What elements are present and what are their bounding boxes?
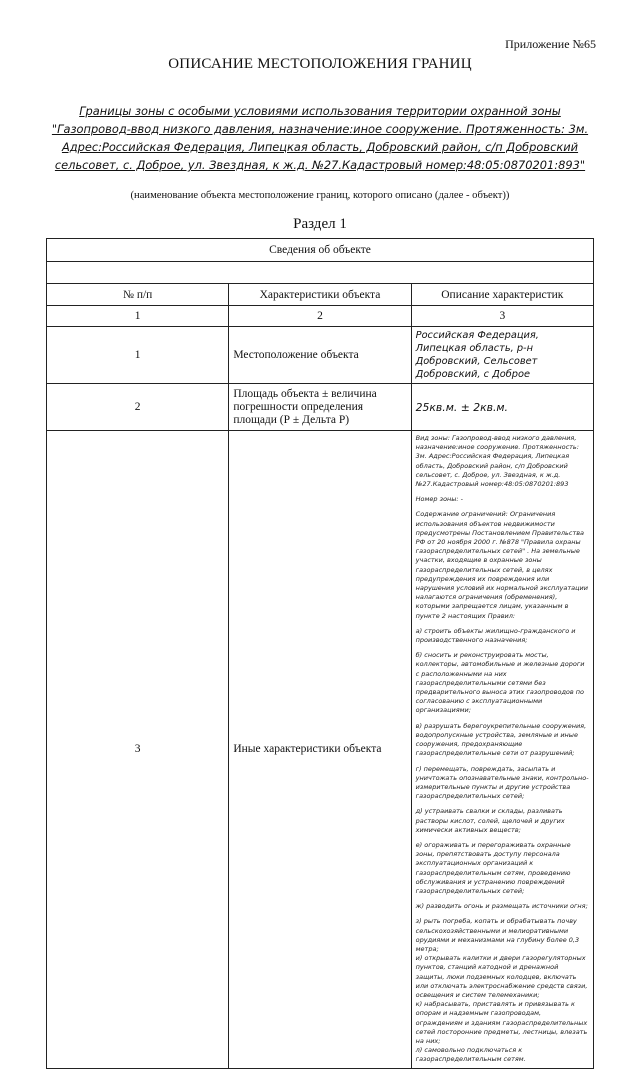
row-characteristic: Площадь объекта ± величина погрешности определения площади (Р ± Дельта Р): [229, 384, 411, 431]
row-description: Российская Федерация, Липецкая область, р-н Добровский, Сельсовет Добровский, с Доброе: [411, 327, 593, 384]
table-caption-row: [47, 239, 594, 262]
details-item-z: з) рыть погреба, копать и обрабатывать почву сельскохозяйственными и мелиоративными орудиями и механизмами на глубину более 0,3 метра;: [415, 917, 580, 953]
details-item-k: к) набрасывать, приставлять и привязывать к опорам и надземным газопроводам, ограждениям и зданиям газораспределительных сетей посторонние предметы, лестницы, влезать на них;: [415, 1000, 588, 1045]
document-title: ОПИСАНИЕ МЕСТОПОЛОЖЕНИЯ ГРАНИЦ: [168, 56, 472, 72]
table-row: [47, 327, 594, 384]
details-zone-number: Номер зоны: -: [415, 495, 464, 504]
table-row: [47, 384, 594, 431]
table-row: [47, 431, 594, 1069]
column-number-3: 3: [411, 306, 593, 327]
table-header-row: [47, 284, 594, 306]
details-item-g: г) перемещать, повреждать, засыпать и уничтожать опознавательные знаки, контрольно-измерительные пункты и другие устройства газораспределительных сетей;: [415, 764, 589, 801]
row-description: 25кв.м. ± 2кв.м.: [411, 384, 593, 431]
details-item-v: в) разрушать берегоукрепительные сооружения, водопропускные устройства, земляные и иные сооружения, предохраняющие газораспределительные сети от разрушений;: [415, 721, 587, 758]
details-item-e: е) огораживать и перегораживать охранные зоны, препятствовать доступу персонала эксплуатационных организаций к газораспределительным сетям, проведению обслуживания и устранению повреждений газораспределительных сетей;: [415, 840, 571, 895]
details-item-zh: ж) разводить огонь и размещать источники огня;: [415, 902, 588, 911]
row-details: [411, 431, 593, 1069]
details-item-i: и) открывать калитки и двери газорегуляторных пунктов, станций катодной и дренажной защиты, люки подземных колодцев, включать или отключать электроснабжение средств связи, освещения и систем телемеханики;: [415, 954, 588, 999]
row-number: 2: [47, 384, 229, 431]
object-info-table: [46, 238, 594, 1069]
table-spacer-cell: [47, 262, 594, 284]
details-item-b: б) сносить и реконструировать мосты, коллекторы, автомобильные и железные дороги с расположенными на них газораспределительными сетями без предварительного выноса этих газопроводов по согласованию с эксплуатационными организациями;: [415, 651, 585, 715]
column-header-description: Описание характеристик: [411, 284, 593, 306]
column-header-characteristic: Характеристики объекта: [229, 284, 411, 306]
details-restrictions: Содержание ограничений: Ограничения использования объектов недвижимости предусмотрены Постановлением Правительства РФ от 20 ноября 2000 г. №878 "Правила охраны газораспределительных сетей" . На земельные участки, входящие в охранные зоны газораспределительных сетей, в целях предупреждения их повреждения или нарушения условий их нормальной эксплуатации налагаются ограничения (обременения), которыми запрещается лицам, указанным в пункте 2 настоящих Правил:: [415, 510, 588, 620]
table-caption: Сведения об объекте: [47, 239, 594, 262]
row-number: 1: [47, 327, 229, 384]
subject-note: (наименование объекта местоположение границ, которого описано (далее - объект)): [130, 190, 510, 201]
details-item-a: а) строить объекты жилищно-гражданского и производственного назначения;: [415, 626, 576, 645]
row-number: 3: [47, 431, 229, 1069]
details-item-d: д) устраивать свалки и склады, разливать растворы кислот, солей, щелочей и других химически активных веществ;: [415, 807, 565, 834]
row-characteristic: Иные характеристики объекта: [229, 431, 411, 1069]
details-item-l: л) самовольно подключаться к газораспределительным сетям.: [415, 1046, 526, 1064]
appendix-label: Приложение №65: [505, 37, 596, 51]
section-title: Раздел 1: [293, 216, 347, 232]
row-characteristic: Местоположение объекта: [229, 327, 411, 384]
column-header-number: № п/п: [47, 284, 229, 306]
column-numbers-row: [47, 306, 594, 327]
details-zone-type: Вид зоны: Газопровод-ввод низкого давления, назначение:иное сооружение. Протяженность: 3м. Адрес:Российская Федерация, Липецкая область, Добровский район, с/п Добровский сельсовет, с. Доброе, ул. Звездная, к ж.д. №27.Кадастровый номер:48:05:0870201:893: [415, 434, 579, 489]
table-spacer-row: [47, 262, 594, 284]
column-number-2: 2: [229, 306, 411, 327]
column-number-1: 1: [47, 306, 229, 327]
subject-description: Границы зоны с особыми условиями использования территории охранной зоны "Газопровод-ввод низкого давления, назначение:иное сооружение. Протяженность: 3м. Адрес:Российская Федерация, Липецкая область, Добровский район, с/п Добровский сельсовет, с. Доброе, ул. Звездная, к ж.д. №27.Кадастровый номер:48:05:0870201:893": [51, 104, 589, 172]
